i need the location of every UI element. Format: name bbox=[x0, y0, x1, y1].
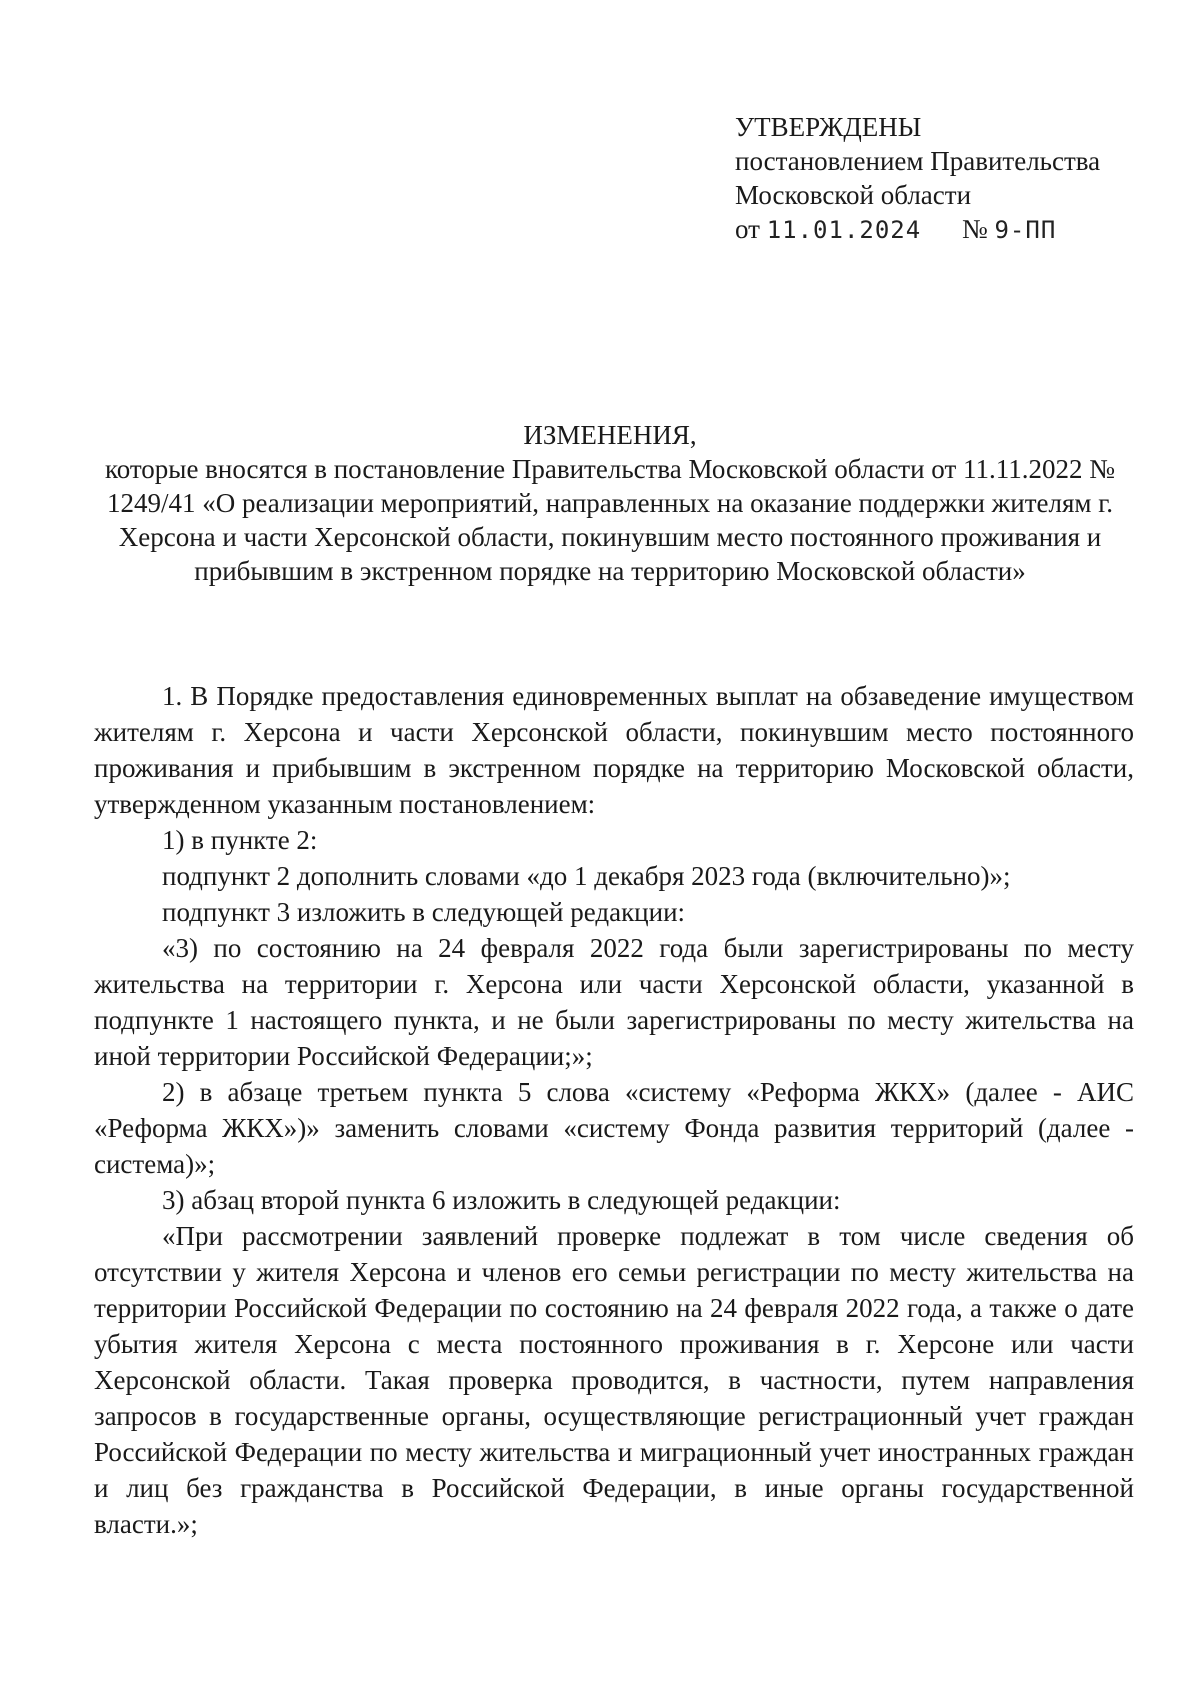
approval-from-prefix: от bbox=[735, 214, 760, 244]
paragraph-2: 1) в пункте 2: bbox=[162, 825, 318, 855]
document-body bbox=[94, 678, 1134, 1542]
paragraph-8: «При рассмотрении заявлений проверке подлежат в том числе сведения об отсутствии у жителя Херсона и членов его семьи регистрации по месту жительства на территории Российской Федерации по состоянию на 24 февраля 2022 года, а также о дате убытия жителя Херсона с места постоянного проживания в г. Херсоне или части Херсонской области. Такая проверка проводится, в частности, путем направления запросов в государственные органы, осуществляющие регистрационный учет граждан Российской Федерации по месту жительства и миграционный учет иностранных граждан и лиц без гражданства в Российской Федерации, в иные органы государственной власти.»; bbox=[94, 1221, 1134, 1539]
paragraph-3: подпункт 2 дополнить словами «до 1 декабря 2023 года (включительно)»; bbox=[162, 861, 1011, 891]
paragraph-6: 2) в абзаце третьем пункта 5 слова «систему «Реформа ЖКХ» (далее - АИС «Реформа ЖКХ»)» заменить словами «систему Фонда развития территорий (далее - система)»; bbox=[94, 1077, 1134, 1179]
approval-authority: постановлением Правительства bbox=[735, 146, 1101, 176]
approval-date: 11.01.2024 bbox=[766, 216, 922, 244]
approval-block bbox=[735, 110, 1175, 247]
approval-region: Московской области bbox=[735, 180, 972, 210]
paragraph-5: «3) по состоянию на 24 февраля 2022 года были зарегистрированы по месту жительства на территории г. Херсона или части Херсонской области, указанной в подпункте 1 настоящего пункта, и не были зарегистрированы по месту жительства на иной территории Российской Федерации;»; bbox=[94, 933, 1134, 1071]
paragraph-4: подпункт 3 изложить в следующей редакции: bbox=[162, 897, 686, 927]
paragraph-7: 3) абзац второй пункта 6 изложить в следующей редакции: bbox=[162, 1185, 841, 1215]
title-subtitle: которые вносятся в постановление Правительства Московской области от 11.11.2022 № 1249/41 «О реализации мероприятий, направленных на оказание поддержки жителям г. Херсона и части Херсонской области, покинувшим место постоянного проживания и прибывшим в экстренном порядке на территорию Московской области» bbox=[104, 454, 1116, 586]
document-title bbox=[90, 418, 1130, 588]
approval-number: 9-ПП bbox=[994, 216, 1057, 244]
paragraph-1: 1. В Порядке предоставления единовременных выплат на обзаведение имуществом жителям г. Херсона и части Херсонской области, покинувшим место постоянного проживания и прибывшим в экстренном порядке на территорию Московской области, утвержденном указанным постановлением: bbox=[94, 681, 1134, 819]
title-heading: ИЗМЕНЕНИЯ, bbox=[523, 420, 697, 450]
approval-number-sign: № bbox=[961, 214, 988, 244]
approval-date-line bbox=[735, 212, 1175, 247]
approval-heading: УТВЕРЖДЕНЫ bbox=[735, 112, 922, 142]
